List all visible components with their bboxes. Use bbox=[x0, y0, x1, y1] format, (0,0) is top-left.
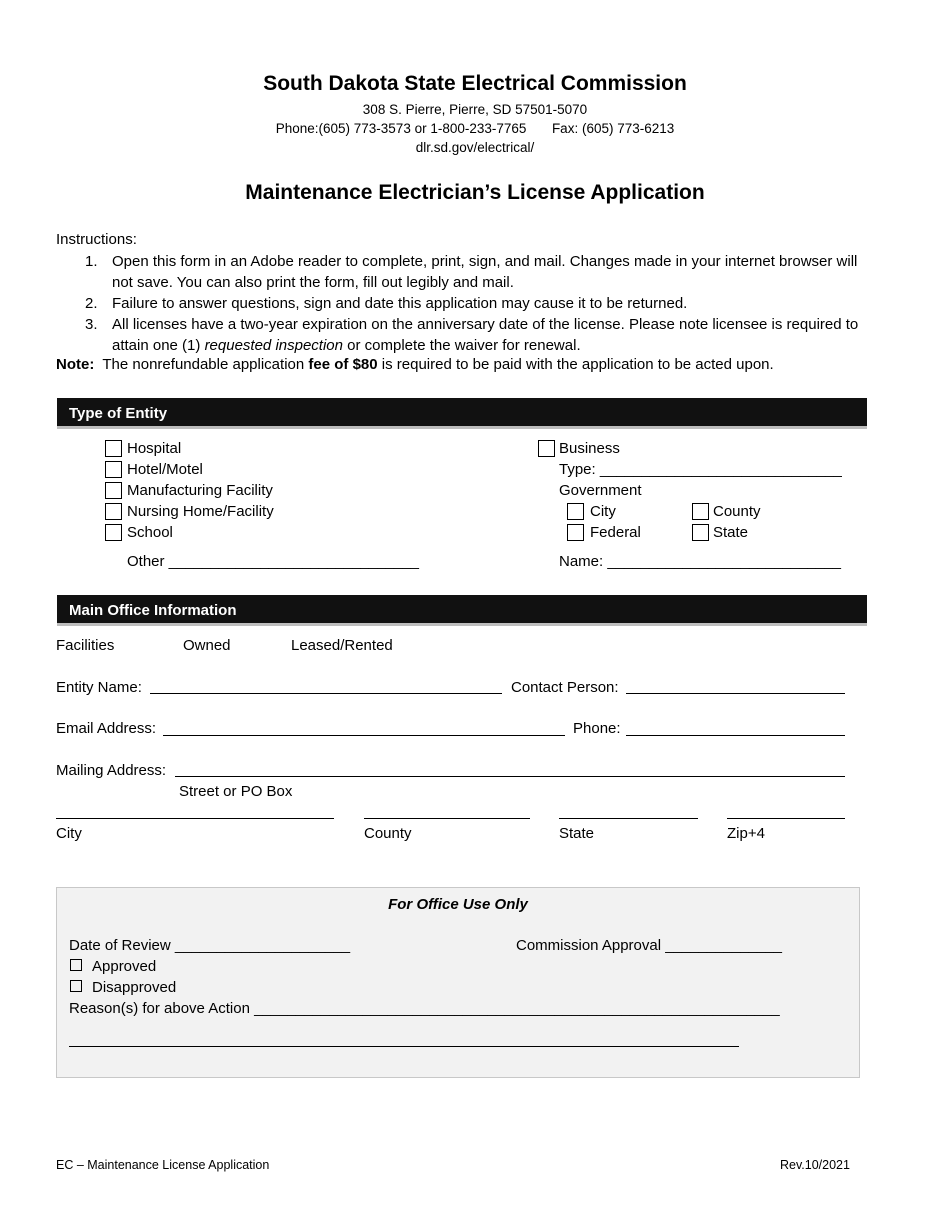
fax-number: Fax: (605) 773-6213 bbox=[551, 121, 675, 136]
mailing-address-field[interactable] bbox=[175, 776, 845, 777]
manufacturing-facility-label: Manufacturing Facility bbox=[127, 482, 273, 499]
leased-rented-option[interactable]: Leased/Rented bbox=[291, 637, 393, 654]
county-checkbox[interactable] bbox=[692, 503, 709, 520]
phone-label: Phone: bbox=[573, 720, 621, 737]
instruction-item: 1. Open this form in an Adobe reader to complete, print, sign, and mail. Changes made in your internet browser will not save. You can also print the form, fill out legibly and mail. bbox=[85, 251, 885, 293]
nursing-home-label: Nursing Home/Facility bbox=[127, 503, 274, 520]
instruction-text: All licenses have a two-year expiration on the anniversary date of the license. Please note licensee is required to attain one (1) requested inspection or complete the waiver for renewal. bbox=[112, 316, 859, 354]
type-of-entity-header: Type of Entity bbox=[57, 398, 867, 429]
school-label: School bbox=[127, 524, 173, 541]
government-name-field[interactable]: Name: ____________________________ bbox=[559, 553, 841, 570]
disapproved-option[interactable] bbox=[70, 979, 176, 996]
city-checkbox[interactable] bbox=[567, 503, 584, 520]
instruction-item: 3. All licenses have a two-year expiration on the anniversary date of the license. Please note licensee is required to attain one (1) requested inspection or complete the waiver for renewal. bbox=[85, 314, 885, 356]
organization-title: South Dakota State Electrical Commission bbox=[263, 72, 687, 95]
government-label: Government bbox=[559, 482, 642, 499]
federal-label: Federal bbox=[590, 524, 641, 541]
office-use-title: For Office Use Only bbox=[388, 896, 528, 913]
email-label: Email Address: bbox=[56, 720, 157, 737]
date-of-review-field[interactable]: Date of Review _____________________ bbox=[69, 937, 351, 954]
entity-name-field[interactable] bbox=[150, 693, 502, 694]
state-checkbox[interactable] bbox=[692, 524, 709, 541]
owned-option[interactable]: Owned bbox=[183, 637, 231, 654]
entity-name-label: Entity Name: bbox=[56, 679, 142, 696]
instructions-label: Instructions: bbox=[56, 231, 137, 248]
disapproved-label: Disapproved bbox=[92, 979, 177, 996]
approved-checkbox[interactable] bbox=[70, 959, 82, 971]
school-checkbox[interactable] bbox=[105, 524, 122, 541]
hotel-motel-checkbox[interactable] bbox=[105, 461, 122, 478]
other-field[interactable]: Other ______________________________ bbox=[127, 553, 419, 570]
business-checkbox[interactable] bbox=[538, 440, 555, 457]
state-field[interactable] bbox=[559, 818, 698, 819]
contact-person-field[interactable] bbox=[626, 693, 845, 694]
county-field[interactable] bbox=[364, 818, 530, 819]
state-caption: State bbox=[559, 825, 595, 842]
main-office-header: Main Office Information bbox=[57, 595, 867, 626]
footer-revision: Rev.10/2021 bbox=[780, 1158, 850, 1172]
mailing-address-label: Mailing Address: bbox=[56, 762, 167, 779]
instruction-text: Failure to answer questions, sign and date this application may cause it to be returned. bbox=[112, 295, 688, 312]
approved-label: Approved bbox=[92, 958, 157, 975]
instruction-item: 2. Failure to answer questions, sign and date this application may cause it to be returned. bbox=[85, 293, 885, 314]
phone-numbers: Phone:(605) 773-3573 or 1-800-233-7765 bbox=[275, 121, 527, 136]
facilities-label: Facilities bbox=[56, 637, 115, 654]
reason-continuation-line[interactable] bbox=[69, 1046, 739, 1047]
street-caption: Street or PO Box bbox=[179, 783, 293, 800]
instruction-text: Open this form in an Adobe reader to complete, print, sign, and mail. Changes made in your internet browser will not save. You can also print the form, fill out legibly and mail. bbox=[112, 253, 858, 291]
city-label: City bbox=[590, 503, 616, 520]
county-label: County bbox=[713, 503, 761, 520]
business-type-field[interactable]: Type: _____________________________ bbox=[559, 461, 842, 478]
reason-field[interactable]: Reason(s) for above Action _______________________________________________________________ bbox=[69, 1000, 780, 1017]
state-label: State bbox=[713, 524, 749, 541]
zip-field[interactable] bbox=[727, 818, 845, 819]
contact-line bbox=[0, 121, 950, 136]
business-label: Business bbox=[559, 440, 620, 457]
form-title: Maintenance Electrician’s License Application bbox=[245, 181, 705, 204]
office-use-box bbox=[56, 887, 860, 1078]
city-caption: City bbox=[56, 825, 82, 842]
city-field[interactable] bbox=[56, 818, 334, 819]
nursing-home-checkbox[interactable] bbox=[105, 503, 122, 520]
email-field[interactable] bbox=[163, 735, 565, 736]
phone-field[interactable] bbox=[626, 735, 845, 736]
address: 308 S. Pierre, Pierre, SD 57501-5070 bbox=[362, 102, 588, 117]
approved-option[interactable] bbox=[70, 958, 156, 975]
federal-checkbox[interactable] bbox=[567, 524, 584, 541]
county-caption: County bbox=[364, 825, 412, 842]
disapproved-checkbox[interactable] bbox=[70, 980, 82, 992]
fee-note: Note: The nonrefundable application fee of $80 is required to be paid with the application to be acted upon. bbox=[56, 356, 774, 373]
website: dlr.sd.gov/electrical/ bbox=[415, 140, 535, 155]
zip-caption: Zip+4 bbox=[727, 825, 765, 842]
footer-form-name: EC – Maintenance License Application bbox=[56, 1158, 270, 1172]
hospital-checkbox[interactable] bbox=[105, 440, 122, 457]
contact-person-label: Contact Person: bbox=[511, 679, 619, 696]
hospital-label: Hospital bbox=[127, 440, 182, 457]
commission-approval-field[interactable]: Commission Approval ______________ bbox=[516, 937, 783, 954]
manufacturing-facility-checkbox[interactable] bbox=[105, 482, 122, 499]
hotel-motel-label: Hotel/Motel bbox=[127, 461, 203, 478]
